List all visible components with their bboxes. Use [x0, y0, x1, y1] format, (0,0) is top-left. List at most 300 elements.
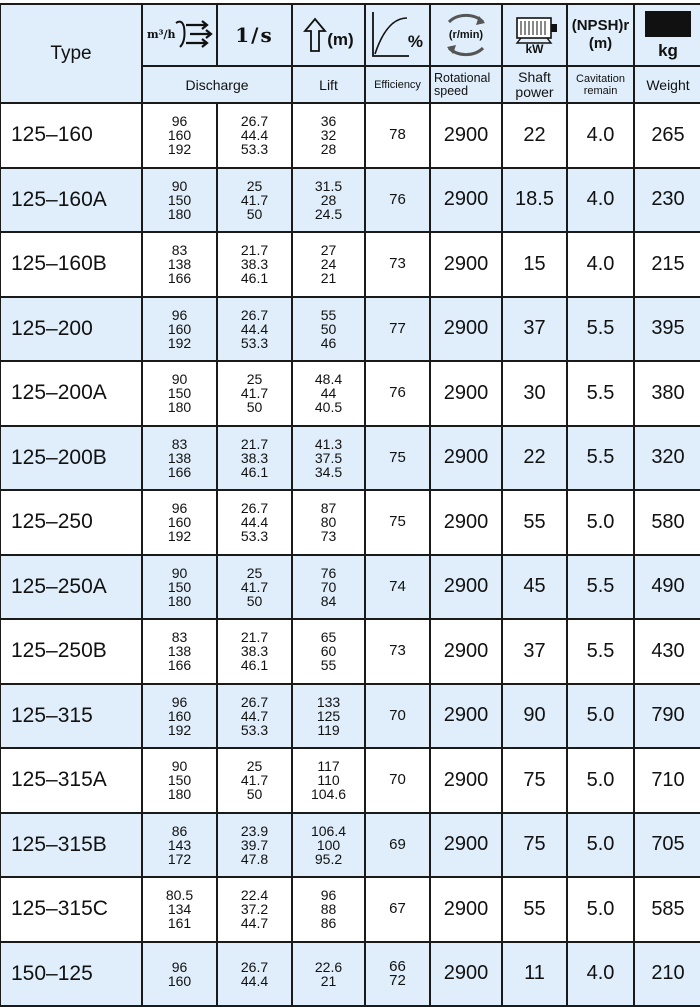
discharge-m3h-cell-value: 180: [167, 399, 192, 416]
discharge-m3h-cell-value: 83: [171, 435, 188, 452]
npsh-label: Cavitation remain: [567, 66, 634, 103]
lift-cell-value: 60: [320, 643, 337, 660]
speed-cell: 2900: [430, 942, 502, 1007]
table-row: [0, 942, 700, 1007]
weight-cell: 395: [634, 297, 700, 362]
power-cell: 55: [502, 490, 567, 555]
npsh-cell: 5.5: [567, 426, 634, 491]
lift-cell-value: 36: [320, 113, 337, 130]
weight-block-icon: [645, 11, 691, 37]
discharge-m3h-cell: [142, 942, 217, 1007]
discharge-m3h-cell-value: 161: [167, 915, 192, 932]
discharge-ls-cell-value: 25: [246, 177, 263, 194]
lift-cell-value: 28: [320, 191, 337, 208]
lift-cell-value: 73: [320, 528, 337, 545]
lift-cell: [292, 103, 365, 168]
discharge-m3h-cell: [142, 103, 217, 168]
lift-cell-value: 87: [320, 500, 337, 517]
discharge-ls-cell-value: 25: [246, 758, 263, 775]
speed-cell: 2900: [430, 168, 502, 233]
npsh-cell: 5.5: [567, 361, 634, 426]
power-cell: 75: [502, 748, 567, 813]
discharge-m3h-cell: [142, 684, 217, 749]
type-cell: 125–250: [0, 490, 142, 555]
discharge-m3h-cell-value: 166: [167, 270, 192, 287]
type-cell: 125–250A: [0, 555, 142, 620]
discharge-m3h-cell-value: 90: [171, 564, 188, 581]
lift-cell-value: 125: [316, 707, 341, 724]
weight-label: Weight: [634, 66, 700, 103]
discharge-m3h-cell: [142, 555, 217, 620]
discharge-m3h-cell-value: 160: [167, 707, 192, 724]
discharge-m3h-cell-value: 160: [167, 972, 192, 989]
discharge-ls-cell-value: 41.7: [240, 385, 269, 402]
efficiency-cell-value: 72: [389, 971, 406, 989]
discharge-m3h-cell-value: 150: [167, 772, 192, 789]
efficiency-cell-value: 67: [389, 900, 406, 918]
lift-unit: (m): [327, 30, 354, 49]
efficiency-cell-value: 76: [389, 190, 406, 208]
efficiency-cell-value: 66: [389, 957, 406, 975]
speed-cell: 2900: [430, 426, 502, 491]
discharge-m3h-cell-value: 86: [171, 822, 188, 839]
lift-cell-value: 48.4: [314, 371, 343, 388]
efficiency-cell-value: 75: [389, 448, 406, 466]
discharge-m3h-cell-value: 166: [167, 657, 192, 674]
power-cell: 15: [502, 232, 567, 297]
discharge-m3h-cell-value: 96: [171, 500, 188, 517]
efficiency-cell: [365, 748, 430, 813]
weight-cell: 210: [634, 942, 700, 1007]
discharge-m3h-cell: [142, 748, 217, 813]
npsh-unit-line1: (NPSH)r: [571, 17, 630, 34]
lift-cell-value: 22.6: [314, 958, 343, 975]
speed-cell: 2900: [430, 748, 502, 813]
discharge-m3h-cell-value: 96: [171, 958, 188, 975]
discharge-m3h-cell-value: 134: [167, 901, 192, 918]
discharge-ls-cell-value: 44.7: [240, 915, 269, 932]
table-row: [0, 297, 700, 362]
weight-unit: kg: [658, 41, 678, 60]
lift-cell-value: 104.6: [310, 786, 347, 803]
lift-cell-value: 27: [320, 242, 337, 259]
lift-cell: [292, 490, 365, 555]
lift-cell-value: 41.3: [314, 435, 343, 452]
lift-cell-value: 28: [320, 141, 337, 158]
discharge-ls-cell-value: 44.4: [240, 320, 269, 337]
lift-cell-value: 55: [320, 657, 337, 674]
npsh-cell: 5.5: [567, 555, 634, 620]
type-cell: 125–160: [0, 103, 142, 168]
discharge-m3h-cell-value: 90: [171, 758, 188, 775]
discharge-m3h-header: [142, 4, 217, 66]
lift-cell: [292, 877, 365, 942]
npsh-cell: 5.5: [567, 297, 634, 362]
lift-cell: [292, 619, 365, 684]
discharge-ls-cell: [217, 684, 292, 749]
discharge-ls-cell-value: 26.7: [240, 500, 269, 517]
discharge-m3h-cell-value: 166: [167, 463, 192, 480]
discharge-m3h-cell-value: 160: [167, 320, 192, 337]
weight-cell: 215: [634, 232, 700, 297]
discharge-ls-cell: [217, 297, 292, 362]
discharge-ls-header: [217, 4, 292, 66]
lift-cell-value: 119: [317, 721, 340, 738]
discharge-ls-cell-value: 26.7: [240, 113, 269, 130]
discharge-m3h-cell: [142, 361, 217, 426]
efficiency-cell-value: 69: [389, 835, 406, 853]
discharge-ls-cell: [217, 168, 292, 233]
efficiency-cell-value: 75: [389, 513, 406, 531]
discharge-m3h-cell: [142, 813, 217, 878]
discharge-ls-cell: [217, 619, 292, 684]
npsh-cell: 5.0: [567, 684, 634, 749]
npsh-cell: 5.0: [567, 877, 634, 942]
discharge-m3h-cell-value: 160: [167, 514, 192, 531]
lift-unit-header: [292, 4, 365, 66]
weight-cell: 230: [634, 168, 700, 233]
speed-unit-header: [430, 4, 502, 66]
discharge-ls-cell: [217, 748, 292, 813]
weight-cell: 430: [634, 619, 700, 684]
efficiency-cell-value: 74: [389, 577, 406, 595]
discharge-m3h-cell-value: 150: [167, 191, 192, 208]
type-cell: 125–315B: [0, 813, 142, 878]
discharge-ls-cell-value: 46.1: [240, 270, 269, 287]
discharge-m3h-cell: [142, 297, 217, 362]
npsh-cell: 5.0: [567, 813, 634, 878]
lift-cell: [292, 555, 365, 620]
lift-cell-value: 37.5: [314, 449, 343, 466]
lift-cell-value: 84: [320, 592, 337, 609]
lift-cell-value: 31.5: [314, 177, 343, 194]
flow-arrows-icon: [172, 17, 214, 53]
power-cell: 75: [502, 813, 567, 878]
discharge-ls-cell-value: 50: [246, 592, 263, 609]
discharge-ls-cell-value: 25: [246, 564, 263, 581]
power-cell: 37: [502, 619, 567, 684]
lift-cell-value: 50: [320, 320, 337, 337]
discharge-ls-cell-value: 41.7: [240, 191, 269, 208]
discharge-ls-cell: [217, 361, 292, 426]
discharge-m3h-cell-value: 192: [167, 528, 192, 545]
discharge-m3h-cell: [142, 877, 217, 942]
efficiency-cell: [365, 490, 430, 555]
power-unit: kW: [525, 42, 544, 56]
efficiency-cell: [365, 813, 430, 878]
efficiency-cell-value: 73: [389, 642, 406, 660]
discharge-ls-cell: [217, 813, 292, 878]
discharge-ls-cell: [217, 490, 292, 555]
lift-cell: [292, 168, 365, 233]
speed-cell: 2900: [430, 684, 502, 749]
power-cell: 18.5: [502, 168, 567, 233]
discharge-m3h-cell-value: 90: [171, 371, 188, 388]
discharge-ls-cell-value: 26.7: [240, 693, 269, 710]
discharge-ls-cell-value: 26.7: [240, 306, 269, 323]
lift-cell-value: 86: [320, 915, 337, 932]
discharge-m3h-cell-value: 180: [167, 592, 192, 609]
npsh-cell: 4.0: [567, 103, 634, 168]
speed-cell: 2900: [430, 877, 502, 942]
discharge-ls-cell-value: 53.3: [240, 141, 269, 158]
lift-cell-value: 32: [320, 127, 337, 144]
table-row: [0, 232, 700, 297]
weight-cell: 490: [634, 555, 700, 620]
discharge-m3h-cell-value: 150: [167, 578, 192, 595]
lift-cell: [292, 684, 365, 749]
efficiency-cell: [365, 942, 430, 1007]
npsh-cell: 4.0: [567, 168, 634, 233]
discharge-ls-cell-value: 44.4: [240, 514, 269, 531]
table-row: [0, 748, 700, 813]
pump-rows: [0, 103, 700, 1006]
discharge-m3h-cell-value: 90: [171, 177, 188, 194]
discharge-m3h-cell-value: 138: [167, 256, 192, 273]
efficiency-label: Efficiency: [365, 66, 430, 103]
discharge-m3h-cell-value: 160: [167, 127, 192, 144]
discharge-m3h-cell-value: 83: [171, 629, 188, 646]
power-unit-header: [502, 4, 567, 66]
lift-label: Lift: [292, 66, 365, 103]
speed-cell: 2900: [430, 297, 502, 362]
discharge-m3h-cell-value: 192: [167, 721, 192, 738]
discharge-ls-cell: [217, 103, 292, 168]
lift-cell-value: 95.2: [314, 850, 343, 867]
table-row: [0, 426, 700, 491]
speed-cell: 2900: [430, 555, 502, 620]
power-label: Shaft power: [502, 66, 567, 103]
discharge-ls-cell-value: 53.3: [240, 334, 269, 351]
type-cell: 125–200B: [0, 426, 142, 491]
discharge-ls-cell-value: 50: [246, 399, 263, 416]
lift-cell-value: 24.5: [314, 205, 343, 222]
lift-cell-value: 110: [317, 772, 340, 789]
lift-cell: [292, 232, 365, 297]
motor-icon: [511, 15, 559, 45]
lift-cell-value: 34.5: [314, 463, 343, 480]
discharge-ls-cell-value: 22.4: [240, 887, 269, 904]
efficiency-cell-value: 73: [389, 255, 406, 273]
discharge-ls-cell-value: 46.1: [240, 463, 269, 480]
lift-cell-value: 76: [320, 564, 337, 581]
type-cell: 125–160B: [0, 232, 142, 297]
lift-cell-value: 46: [320, 334, 337, 351]
lift-cell-value: 44: [320, 385, 337, 402]
lift-cell-value: 70: [320, 578, 337, 595]
discharge-m3h-cell-value: 96: [171, 306, 188, 323]
efficiency-cell: [365, 877, 430, 942]
speed-cell: 2900: [430, 490, 502, 555]
lift-cell-value: 80: [320, 514, 337, 531]
type-cell: 150–125: [0, 942, 142, 1007]
npsh-unit-line2: (m): [588, 35, 613, 52]
up-arrow-icon: [303, 17, 327, 53]
table-row: [0, 555, 700, 620]
discharge-m3h-cell-value: 96: [171, 693, 188, 710]
lift-cell-value: 21: [320, 972, 337, 989]
discharge-ls-cell-value: 53.3: [240, 528, 269, 545]
efficiency-cell: [365, 426, 430, 491]
discharge-ls-cell-value: 21.7: [240, 242, 269, 259]
discharge-m3h-cell-value: 138: [167, 449, 192, 466]
discharge-unit-m3h: m³/h: [147, 28, 176, 41]
discharge-m3h-cell-value: 138: [167, 643, 192, 660]
npsh-cell: 5.0: [567, 748, 634, 813]
efficiency-cell: [365, 361, 430, 426]
npsh-unit-header: [567, 4, 634, 66]
discharge-ls-cell: [217, 426, 292, 491]
discharge-m3h-cell-value: 80.5: [165, 887, 194, 904]
lift-cell-value: 21: [320, 270, 337, 287]
pump-spec-table: [0, 3, 700, 1007]
discharge-ls-cell-value: 21.7: [240, 629, 269, 646]
discharge-ls-cell-value: 26.7: [240, 958, 269, 975]
npsh-cell: 4.0: [567, 942, 634, 1007]
efficiency-cell: [365, 168, 430, 233]
discharge-ls-cell-value: 21.7: [240, 435, 269, 452]
speed-label: Rotational speed: [430, 66, 502, 103]
speed-cell: 2900: [430, 103, 502, 168]
power-cell: 45: [502, 555, 567, 620]
discharge-ls-cell-value: 39.7: [240, 836, 269, 853]
lift-cell: [292, 942, 365, 1007]
discharge-ls-cell-value: 25: [246, 371, 263, 388]
power-cell: 55: [502, 877, 567, 942]
discharge-m3h-cell-value: 180: [167, 205, 192, 222]
discharge-ls-cell: [217, 942, 292, 1007]
weight-cell: 320: [634, 426, 700, 491]
discharge-ls-cell: [217, 877, 292, 942]
table-row: [0, 619, 700, 684]
discharge-m3h-cell: [142, 426, 217, 491]
discharge-ls-cell-value: 41.7: [240, 578, 269, 595]
efficiency-unit-header: [365, 4, 430, 66]
discharge-m3h-cell-value: 83: [171, 242, 188, 259]
lift-cell-value: 117: [317, 758, 340, 775]
lift-cell-value: 100: [316, 836, 341, 853]
power-cell: 22: [502, 103, 567, 168]
discharge-ls-cell-value: 44.4: [240, 127, 269, 144]
weight-cell: 790: [634, 684, 700, 749]
lift-cell-value: 40.5: [314, 399, 343, 416]
lift-cell-value: 88: [320, 901, 337, 918]
weight-cell: 710: [634, 748, 700, 813]
power-cell: 11: [502, 942, 567, 1007]
efficiency-cell: [365, 103, 430, 168]
table-row: [0, 361, 700, 426]
speed-cell: 2900: [430, 232, 502, 297]
power-cell: 30: [502, 361, 567, 426]
type-cell: 125–315C: [0, 877, 142, 942]
discharge-m3h-cell-value: 192: [167, 141, 192, 158]
lift-cell-value: 106.4: [310, 822, 347, 839]
discharge-m3h-cell: [142, 232, 217, 297]
discharge-ls-cell-value: 37.2: [240, 901, 269, 918]
lift-cell-value: 65: [320, 629, 337, 646]
npsh-cell: 5.0: [567, 490, 634, 555]
npsh-cell: 5.5: [567, 619, 634, 684]
efficiency-cell: [365, 555, 430, 620]
type-cell: 125–160A: [0, 168, 142, 233]
table-row: [0, 168, 700, 233]
speed-cell: 2900: [430, 361, 502, 426]
table-row: [0, 103, 700, 168]
lift-cell-value: 96: [320, 887, 337, 904]
type-cell: 125–200: [0, 297, 142, 362]
lift-cell-value: 24: [320, 256, 337, 273]
table-row: [0, 490, 700, 555]
efficiency-unit: %: [407, 32, 423, 51]
efficiency-cell-value: 70: [389, 771, 406, 789]
discharge-ls-cell-value: 50: [246, 205, 263, 222]
weight-cell: 265: [634, 103, 700, 168]
discharge-ls-cell-value: 38.3: [240, 643, 269, 660]
discharge-m3h-cell: [142, 490, 217, 555]
efficiency-cell-value: 78: [389, 126, 406, 144]
weight-cell: 380: [634, 361, 700, 426]
discharge-ls-cell-value: 50: [246, 786, 263, 803]
efficiency-cell: [365, 684, 430, 749]
discharge-label: Discharge: [142, 66, 292, 103]
lift-cell-value: 133: [316, 693, 341, 710]
type-cell: 125–315A: [0, 748, 142, 813]
table-row: [0, 684, 700, 749]
lift-cell: [292, 361, 365, 426]
lift-cell: [292, 813, 365, 878]
discharge-m3h-cell-value: 180: [167, 786, 192, 803]
discharge-ls-cell-value: 46.1: [240, 657, 269, 674]
discharge-unit-ls: 1/s: [235, 23, 274, 47]
discharge-ls-cell: [217, 232, 292, 297]
lift-cell: [292, 426, 365, 491]
discharge-m3h-cell-value: 143: [167, 836, 192, 853]
discharge-ls-cell-value: 44.4: [240, 972, 269, 989]
efficiency-cell: [365, 297, 430, 362]
speed-cell: 2900: [430, 813, 502, 878]
type-cell: 125–250B: [0, 619, 142, 684]
lift-cell: [292, 748, 365, 813]
table-row: [0, 813, 700, 878]
discharge-m3h-cell-value: 96: [171, 113, 188, 130]
power-cell: 37: [502, 297, 567, 362]
lift-cell: [292, 297, 365, 362]
weight-cell: 585: [634, 877, 700, 942]
discharge-ls-cell-value: 41.7: [240, 772, 269, 789]
lift-cell-value: 55: [320, 306, 337, 323]
efficiency-cell-value: 77: [389, 319, 406, 337]
discharge-ls-cell-value: 53.3: [240, 721, 269, 738]
type-cell: 125–315: [0, 684, 142, 749]
weight-cell: 705: [634, 813, 700, 878]
power-cell: 22: [502, 426, 567, 491]
discharge-m3h-cell-value: 172: [167, 850, 192, 867]
discharge-ls-cell-value: 44.7: [240, 707, 269, 724]
discharge-ls-cell: [217, 555, 292, 620]
table-row: [0, 877, 700, 942]
discharge-ls-cell-value: 23.9: [240, 822, 269, 839]
efficiency-cell: [365, 232, 430, 297]
discharge-m3h-cell-value: 150: [167, 385, 192, 402]
weight-cell: 580: [634, 490, 700, 555]
discharge-ls-cell-value: 47.8: [240, 850, 269, 867]
efficiency-cell-value: 70: [389, 706, 406, 724]
discharge-m3h-cell-value: 192: [167, 334, 192, 351]
discharge-ls-cell-value: 38.3: [240, 449, 269, 466]
power-cell: 90: [502, 684, 567, 749]
discharge-m3h-cell: [142, 168, 217, 233]
speed-unit: (r/min): [448, 29, 484, 41]
